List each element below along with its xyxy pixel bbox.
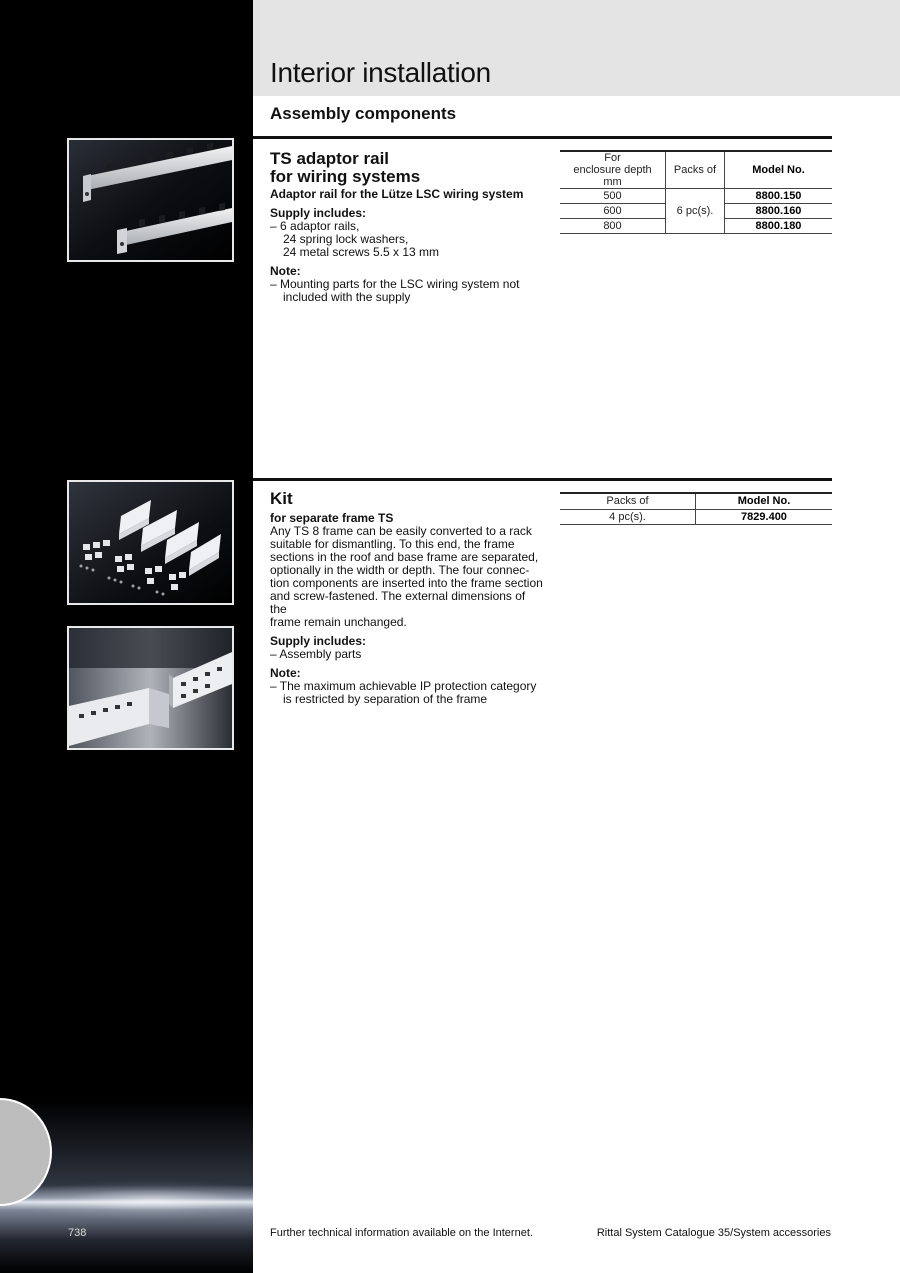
product-title xyxy=(270,150,420,186)
supply-heading: Supply includes: xyxy=(270,634,367,648)
product-subtitle: Adaptor rail for the Lütze LSC wiring system xyxy=(270,187,524,201)
supply-item: – 6 adaptor rails, xyxy=(270,219,360,233)
footer-note: Further technical information available on the Internet. xyxy=(270,1227,533,1239)
description-line: optionally in the width or depth. The four connec- xyxy=(270,563,530,577)
spec-table xyxy=(560,492,832,525)
footer-catalogue: Rittal System Catalogue 35/System accessories xyxy=(596,1227,831,1239)
note-heading: Note: xyxy=(270,666,301,680)
packs-cell: 6 pc(s). xyxy=(666,189,725,234)
table-row: 800 8800.180 xyxy=(560,219,832,234)
supply-heading: Supply includes: xyxy=(270,206,367,220)
kit-parts-photo xyxy=(67,480,234,605)
table-row: 4 pc(s). 7829.400 xyxy=(560,509,832,524)
note-item: included with the supply xyxy=(283,290,411,304)
supply-item: 24 metal screws 5.5 x 13 mm xyxy=(283,245,440,259)
section-title: Assembly components xyxy=(270,104,457,123)
description-line: frame remain unchanged. xyxy=(270,615,407,629)
section-divider xyxy=(253,478,832,481)
section-divider xyxy=(253,136,832,139)
product-title-line: TS adaptor rail xyxy=(270,149,390,168)
note-item: – Mounting parts for the LSC wiring system not xyxy=(270,277,520,291)
product-description xyxy=(270,512,545,706)
description-line: and screw-fastened. The external dimensions of the xyxy=(270,589,526,616)
table-row: 500 6 pc(s). 8800.150 xyxy=(560,189,832,204)
supply-item: 24 spring lock washers, xyxy=(283,232,409,246)
table-header: Model No. xyxy=(696,493,833,509)
description-line: suitable for dismantling. To this end, the frame xyxy=(270,537,515,551)
product-subtitle: for separate frame TS xyxy=(270,511,394,525)
page-number: 738 xyxy=(68,1227,87,1239)
product-title: Kit xyxy=(270,489,293,508)
description-line: Any TS 8 frame can be easily converted to a rack xyxy=(270,524,532,538)
note-item: – The maximum achievable IP protection category xyxy=(270,679,537,693)
table-header: Packs of xyxy=(666,151,725,189)
product-description xyxy=(270,188,550,304)
table-header: Packs of xyxy=(560,493,696,509)
spec-table xyxy=(560,150,832,234)
description-line: tion components are inserted into the frame section xyxy=(270,576,543,590)
table-header: For enclosure depth mm xyxy=(560,151,666,189)
description-line: sections in the roof and base frame are separated, xyxy=(270,550,539,564)
supply-item: – Assembly parts xyxy=(270,647,362,661)
frame-section-photo xyxy=(67,626,234,750)
note-item: is restricted by separation of the frame xyxy=(283,692,488,706)
table-header: Model No. xyxy=(725,151,833,189)
table-row: 600 8800.160 xyxy=(560,204,832,219)
page-title: Interior installation xyxy=(270,57,491,88)
product-title-line: for wiring systems xyxy=(270,167,421,186)
adaptor-rail-photo xyxy=(67,138,234,262)
note-heading: Note: xyxy=(270,264,301,278)
